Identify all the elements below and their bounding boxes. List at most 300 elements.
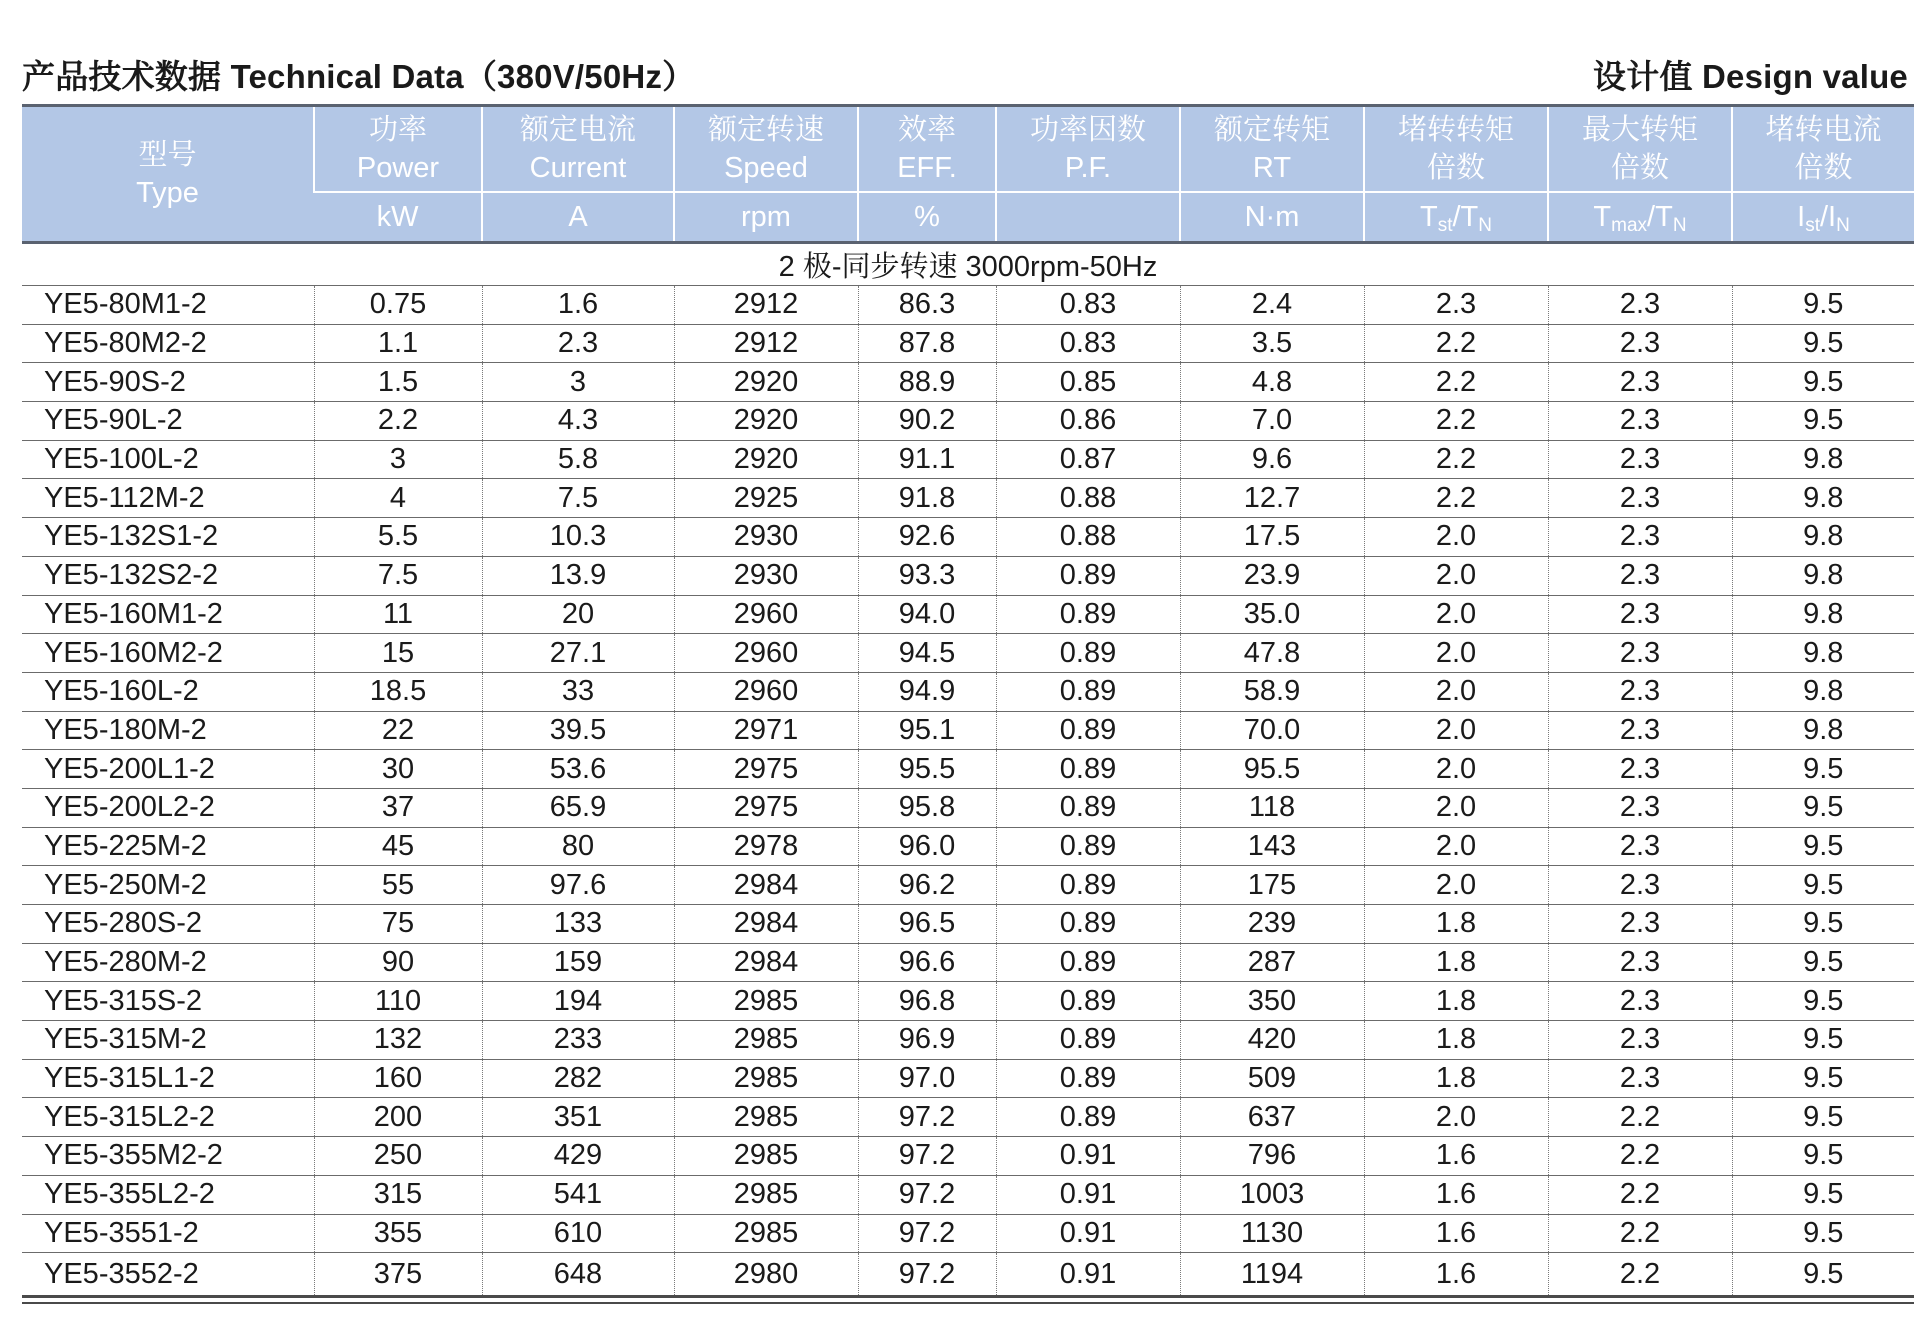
cell-rated-torque: 3.5 [1180,324,1364,363]
cell-type: YE5-80M2-2 [22,324,314,363]
table-row [22,1098,1914,1137]
cell-type: YE5-160M2-2 [22,634,314,673]
cell-current: 20 [482,595,674,634]
cell-locked-current-ratio: 9.5 [1732,1059,1914,1098]
cell-rated-torque: 47.8 [1180,634,1364,673]
cell-type: YE5-132S1-2 [22,518,314,557]
cell-max-torque-ratio: 2.3 [1548,905,1732,944]
cell-power-factor: 0.89 [996,672,1180,711]
cell-efficiency: 90.2 [858,402,996,441]
cell-power-factor: 0.91 [996,1214,1180,1253]
cell-efficiency: 95.8 [858,788,996,827]
header-locked-current-cn: 堵转电流 [1765,114,1882,146]
cell-speed: 2985 [674,1098,858,1137]
table-row [22,402,1914,441]
cell-power: 30 [314,750,482,789]
cell-current: 648 [482,1253,674,1297]
cell-power-factor: 0.89 [996,788,1180,827]
cell-speed: 2925 [674,479,858,518]
cell-current: 233 [482,1021,674,1060]
table-row [22,788,1914,827]
unit-rated-torque: N·m [1180,192,1364,243]
table-row [22,479,1914,518]
cell-locked-current-ratio: 9.5 [1732,402,1914,441]
cell-max-torque-ratio: 2.3 [1548,827,1732,866]
cell-speed: 2985 [674,1175,858,1214]
unit-max-torque [1548,192,1732,243]
cell-type: YE5-355L2-2 [22,1175,314,1214]
unit-max-torque-sub1: max [1611,215,1648,236]
cell-locked-torque-ratio: 1.8 [1364,1021,1548,1060]
unit-locked-torque [1364,192,1548,243]
table-row [22,556,1914,595]
cell-rated-torque: 637 [1180,1098,1364,1137]
cell-current: 65.9 [482,788,674,827]
cell-rated-torque: 4.8 [1180,363,1364,402]
cell-power-factor: 0.85 [996,363,1180,402]
cell-locked-torque-ratio: 2.0 [1364,556,1548,595]
cell-efficiency: 96.5 [858,905,996,944]
cell-rated-torque: 1130 [1180,1214,1364,1253]
unit-efficiency: % [858,192,996,243]
cell-type: YE5-315L2-2 [22,1098,314,1137]
cell-efficiency: 94.0 [858,595,996,634]
cell-speed: 2920 [674,440,858,479]
cell-power: 7.5 [314,556,482,595]
cell-power: 250 [314,1137,482,1176]
cell-type: YE5-160L-2 [22,672,314,711]
cell-current: 2.3 [482,324,674,363]
cell-locked-current-ratio: 9.8 [1732,711,1914,750]
header-speed [674,106,858,193]
cell-rated-torque: 239 [1180,905,1364,944]
cell-power: 45 [314,827,482,866]
header-current-cn: 额定电流 [519,114,636,146]
cell-locked-torque-ratio: 1.8 [1364,943,1548,982]
cell-efficiency: 96.9 [858,1021,996,1060]
cell-locked-current-ratio: 9.5 [1732,324,1914,363]
cell-efficiency: 94.5 [858,634,996,673]
cell-speed: 2975 [674,750,858,789]
cell-type: YE5-160M1-2 [22,595,314,634]
cell-power: 22 [314,711,482,750]
table-row [22,1021,1914,1060]
cell-max-torque-ratio: 2.2 [1548,1253,1732,1297]
cell-speed: 2912 [674,324,858,363]
cell-current: 541 [482,1175,674,1214]
cell-locked-current-ratio: 9.5 [1732,827,1914,866]
cell-power-factor: 0.89 [996,1059,1180,1098]
cell-efficiency: 97.2 [858,1137,996,1176]
cell-rated-torque: 118 [1180,788,1364,827]
cell-speed: 2984 [674,943,858,982]
cell-rated-torque: 420 [1180,1021,1364,1060]
section-label: 2 极-同步转速 3000rpm-50Hz [22,243,1914,286]
cell-type: YE5-225M-2 [22,827,314,866]
cell-current: 351 [482,1098,674,1137]
cell-type: YE5-280M-2 [22,943,314,982]
unit-current: A [482,192,674,243]
header-speed-en: Speed [724,152,808,184]
table-row [22,827,1914,866]
cell-type: YE5-280S-2 [22,905,314,944]
cell-current: 159 [482,943,674,982]
cell-power-factor: 0.91 [996,1253,1180,1297]
cell-locked-current-ratio: 9.5 [1732,905,1914,944]
section-row [22,243,1914,286]
cell-power-factor: 0.91 [996,1175,1180,1214]
cell-rated-torque: 350 [1180,982,1364,1021]
cell-locked-current-ratio: 9.5 [1732,750,1914,789]
table-row [22,866,1914,905]
header-efficiency [858,106,996,193]
cell-rated-torque: 12.7 [1180,479,1364,518]
cell-locked-torque-ratio: 2.0 [1364,750,1548,789]
table-row [22,711,1914,750]
cell-max-torque-ratio: 2.3 [1548,1059,1732,1098]
header-max-torque-en: 倍数 [1610,152,1669,184]
unit-locked-current [1732,192,1914,243]
header-locked-torque-cn: 堵转转矩 [1397,114,1514,146]
cell-type: YE5-180M-2 [22,711,314,750]
cell-locked-current-ratio: 9.8 [1732,479,1914,518]
cell-speed: 2920 [674,363,858,402]
cell-current: 7.5 [482,479,674,518]
cell-locked-torque-ratio: 2.0 [1364,827,1548,866]
cell-speed: 2985 [674,1059,858,1098]
cell-current: 27.1 [482,634,674,673]
cell-power-factor: 0.89 [996,982,1180,1021]
design-value-label: 设计值 Design value [1593,58,1908,95]
cell-speed: 2985 [674,982,858,1021]
unit-max-torque-sub2: N [1672,215,1687,236]
table-row [22,1137,1914,1176]
table-row [22,905,1914,944]
header-power-cn: 功率 [368,114,427,146]
cell-speed: 2980 [674,1253,858,1297]
cell-max-torque-ratio: 2.3 [1548,556,1732,595]
cell-power: 375 [314,1253,482,1297]
cell-locked-torque-ratio: 1.6 [1364,1175,1548,1214]
cell-rated-torque: 7.0 [1180,402,1364,441]
cell-speed: 2978 [674,827,858,866]
technical-data-table [22,104,1914,1298]
cell-power: 315 [314,1175,482,1214]
header-power-factor-cn: 功率因数 [1029,114,1146,146]
cell-power-factor: 0.87 [996,440,1180,479]
cell-current: 133 [482,905,674,944]
cell-power-factor: 0.89 [996,750,1180,789]
cell-power: 75 [314,905,482,944]
cell-max-torque-ratio: 2.3 [1548,672,1732,711]
cell-speed: 2985 [674,1021,858,1060]
cell-efficiency: 93.3 [858,556,996,595]
cell-rated-torque: 2.4 [1180,286,1364,325]
cell-power: 200 [314,1098,482,1137]
cell-type: YE5-3552-2 [22,1253,314,1297]
header-power [314,106,482,193]
cell-power-factor: 0.89 [996,556,1180,595]
cell-rated-torque: 1003 [1180,1175,1364,1214]
cell-max-torque-ratio: 2.3 [1548,595,1732,634]
header-type-cn: 型号 [138,139,197,171]
cell-locked-torque-ratio: 2.0 [1364,518,1548,557]
cell-type: YE5-315S-2 [22,982,314,1021]
header-locked-current [1732,106,1914,193]
table-row [22,1214,1914,1253]
cell-efficiency: 94.9 [858,672,996,711]
cell-speed: 2971 [674,711,858,750]
cell-max-torque-ratio: 2.3 [1548,943,1732,982]
cell-locked-torque-ratio: 1.6 [1364,1137,1548,1176]
table-row [22,363,1914,402]
header-type [22,106,314,243]
cell-efficiency: 88.9 [858,363,996,402]
unit-max-torque-main: T [1593,201,1612,233]
cell-power-factor: 0.83 [996,286,1180,325]
page-title: 产品技术数据 Technical Data（380V/50Hz） [22,58,696,95]
cell-speed: 2975 [674,788,858,827]
cell-power: 5.5 [314,518,482,557]
table-row [22,750,1914,789]
cell-locked-current-ratio: 9.5 [1732,1175,1914,1214]
table-row [22,943,1914,982]
cell-type: YE5-3551-2 [22,1214,314,1253]
cell-max-torque-ratio: 2.3 [1548,982,1732,1021]
cell-max-torque-ratio: 2.3 [1548,788,1732,827]
cell-power: 0.75 [314,286,482,325]
cell-efficiency: 97.2 [858,1175,996,1214]
cell-locked-torque-ratio: 2.0 [1364,595,1548,634]
unit-locked-current-slash: /I [1819,201,1837,233]
cell-max-torque-ratio: 2.3 [1548,518,1732,557]
unit-locked-current-sub2: N [1836,215,1850,236]
cell-power: 1.1 [314,324,482,363]
cell-max-torque-ratio: 2.3 [1548,866,1732,905]
header-efficiency-en: EFF. [897,152,957,184]
cell-locked-current-ratio: 9.8 [1732,672,1914,711]
cell-current: 194 [482,982,674,1021]
cell-efficiency: 91.1 [858,440,996,479]
cell-power: 11 [314,595,482,634]
cell-type: YE5-250M-2 [22,866,314,905]
header-speed-cn: 额定转速 [707,114,824,146]
header-type-en: Type [136,177,199,209]
cell-max-torque-ratio: 2.2 [1548,1137,1732,1176]
header-locked-torque [1364,106,1548,193]
cell-efficiency: 97.2 [858,1253,996,1297]
cell-rated-torque: 9.6 [1180,440,1364,479]
cell-locked-torque-ratio: 1.6 [1364,1253,1548,1297]
cell-rated-torque: 95.5 [1180,750,1364,789]
cell-type: YE5-80M1-2 [22,286,314,325]
cell-efficiency: 92.6 [858,518,996,557]
cell-power: 160 [314,1059,482,1098]
cell-locked-torque-ratio: 2.2 [1364,363,1548,402]
cell-rated-torque: 70.0 [1180,711,1364,750]
unit-locked-current-sub1: st [1805,215,1820,236]
cell-efficiency: 97.2 [858,1214,996,1253]
cell-locked-current-ratio: 9.5 [1732,943,1914,982]
unit-locked-torque-sub2: N [1478,215,1492,236]
cell-current: 10.3 [482,518,674,557]
cell-efficiency: 96.2 [858,866,996,905]
cell-locked-current-ratio: 9.5 [1732,866,1914,905]
cell-speed: 2984 [674,866,858,905]
cell-type: YE5-315L1-2 [22,1059,314,1098]
cell-max-torque-ratio: 2.3 [1548,402,1732,441]
unit-power: kW [314,192,482,243]
cell-speed: 2930 [674,518,858,557]
cell-power: 18.5 [314,672,482,711]
cell-power: 110 [314,982,482,1021]
cell-speed: 2985 [674,1137,858,1176]
header-rated-torque-en: RT [1252,152,1292,184]
table-row [22,1253,1914,1297]
cell-current: 13.9 [482,556,674,595]
header-current [482,106,674,193]
header-efficiency-cn: 效率 [897,114,956,146]
cell-efficiency: 86.3 [858,286,996,325]
header-row-labels [22,106,1914,193]
cell-type: YE5-112M-2 [22,479,314,518]
cell-power-factor: 0.89 [996,1021,1180,1060]
cell-power: 37 [314,788,482,827]
cell-locked-current-ratio: 9.8 [1732,595,1914,634]
table-row [22,1059,1914,1098]
header-current-en: Current [529,152,627,184]
cell-rated-torque: 23.9 [1180,556,1364,595]
cell-efficiency: 95.5 [858,750,996,789]
cell-power: 355 [314,1214,482,1253]
cell-efficiency: 96.8 [858,982,996,1021]
cell-rated-torque: 796 [1180,1137,1364,1176]
cell-current: 1.6 [482,286,674,325]
cell-max-torque-ratio: 2.3 [1548,479,1732,518]
cell-power: 4 [314,479,482,518]
cell-rated-torque: 35.0 [1180,595,1364,634]
cell-max-torque-ratio: 2.3 [1548,286,1732,325]
cell-locked-torque-ratio: 1.6 [1364,1214,1548,1253]
cell-locked-current-ratio: 9.5 [1732,788,1914,827]
cell-rated-torque: 58.9 [1180,672,1364,711]
cell-rated-torque: 17.5 [1180,518,1364,557]
cell-current: 80 [482,827,674,866]
cell-locked-torque-ratio: 2.0 [1364,711,1548,750]
header-locked-torque-en: 倍数 [1426,152,1485,184]
cell-rated-torque: 143 [1180,827,1364,866]
header-max-torque-cn: 最大转矩 [1581,114,1698,146]
cell-current: 4.3 [482,402,674,441]
cell-efficiency: 96.6 [858,943,996,982]
cell-current: 97.6 [482,866,674,905]
cell-current: 33 [482,672,674,711]
cell-speed: 2912 [674,286,858,325]
table-row [22,440,1914,479]
header-power-factor-en: P.F. [1064,152,1112,184]
header-rated-torque-cn: 额定转矩 [1213,114,1330,146]
cell-current: 3 [482,363,674,402]
cell-type: YE5-200L2-2 [22,788,314,827]
header-rated-torque [1180,106,1364,193]
cell-locked-torque-ratio: 2.2 [1364,402,1548,441]
cell-efficiency: 97.2 [858,1098,996,1137]
cell-efficiency: 91.8 [858,479,996,518]
cell-max-torque-ratio: 2.3 [1548,750,1732,789]
cell-locked-torque-ratio: 1.8 [1364,982,1548,1021]
cell-locked-current-ratio: 9.8 [1732,440,1914,479]
cell-locked-torque-ratio: 2.0 [1364,672,1548,711]
cell-power-factor: 0.91 [996,1137,1180,1176]
unit-speed: rpm [674,192,858,243]
cell-current: 5.8 [482,440,674,479]
cell-max-torque-ratio: 2.2 [1548,1214,1732,1253]
cell-power-factor: 0.89 [996,1098,1180,1137]
cell-locked-torque-ratio: 2.3 [1364,286,1548,325]
table-row [22,324,1914,363]
cell-max-torque-ratio: 2.3 [1548,440,1732,479]
table-row [22,634,1914,673]
cell-power: 15 [314,634,482,673]
cell-locked-torque-ratio: 2.0 [1364,788,1548,827]
header-locked-current-en: 倍数 [1794,152,1853,184]
table-row [22,672,1914,711]
cell-power-factor: 0.86 [996,402,1180,441]
cell-locked-torque-ratio: 2.2 [1364,324,1548,363]
cell-locked-current-ratio: 9.8 [1732,518,1914,557]
table-body [22,243,1914,1297]
cell-type: YE5-132S2-2 [22,556,314,595]
cell-current: 53.6 [482,750,674,789]
cell-power-factor: 0.83 [996,324,1180,363]
cell-power-factor: 0.88 [996,518,1180,557]
cell-type: YE5-90L-2 [22,402,314,441]
unit-locked-torque-sub1: st [1437,215,1453,236]
cell-locked-current-ratio: 9.5 [1732,1253,1914,1297]
cell-speed: 2920 [674,402,858,441]
cell-power: 132 [314,1021,482,1060]
cell-power-factor: 0.89 [996,866,1180,905]
cell-power-factor: 0.89 [996,827,1180,866]
table-header [22,106,1914,243]
header-max-torque [1548,106,1732,193]
cell-locked-current-ratio: 9.8 [1732,634,1914,673]
header-power-en: Power [356,152,440,184]
cell-efficiency: 97.0 [858,1059,996,1098]
cell-power-factor: 0.89 [996,595,1180,634]
cell-speed: 2960 [674,672,858,711]
cell-efficiency: 95.1 [858,711,996,750]
cell-rated-torque: 1194 [1180,1253,1364,1297]
cell-max-torque-ratio: 2.3 [1548,363,1732,402]
cell-type: YE5-315M-2 [22,1021,314,1060]
cell-locked-current-ratio: 9.5 [1732,363,1914,402]
cell-efficiency: 87.8 [858,324,996,363]
cell-power-factor: 0.89 [996,905,1180,944]
cell-max-torque-ratio: 2.2 [1548,1175,1732,1214]
cell-speed: 2984 [674,905,858,944]
cell-current: 610 [482,1214,674,1253]
table-row [22,286,1914,325]
cell-locked-current-ratio: 9.5 [1732,286,1914,325]
cell-locked-torque-ratio: 2.0 [1364,634,1548,673]
cell-locked-current-ratio: 9.5 [1732,1137,1914,1176]
unit-max-torque-slash: /T [1647,201,1673,233]
table-row [22,982,1914,1021]
cell-locked-torque-ratio: 1.8 [1364,1059,1548,1098]
cell-speed: 2930 [674,556,858,595]
cell-max-torque-ratio: 2.3 [1548,711,1732,750]
